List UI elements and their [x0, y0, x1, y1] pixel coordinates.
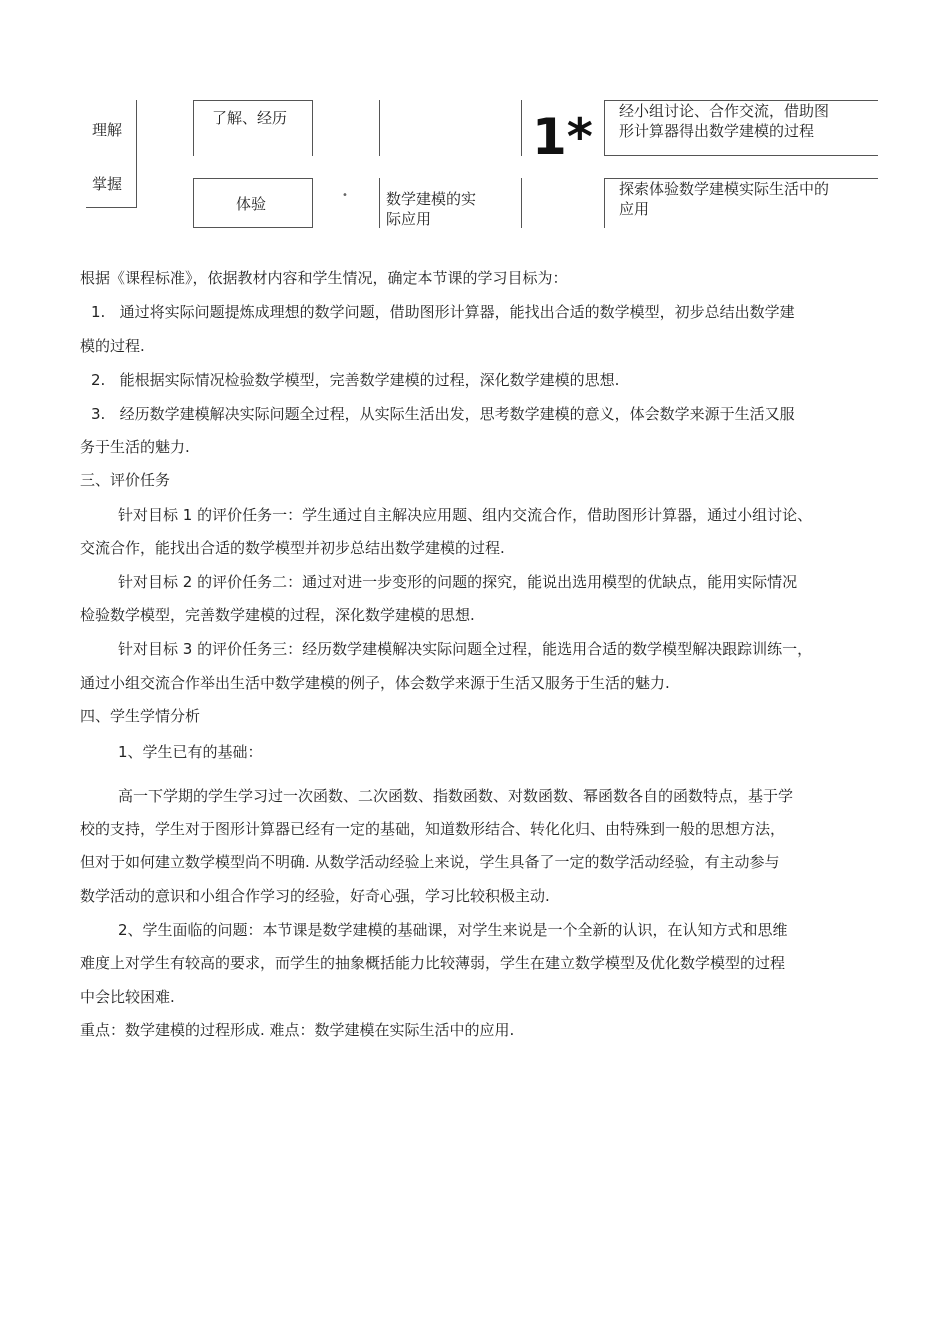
goal-1-line2: 模的过程. — [80, 337, 145, 355]
right-bottom-line2: 应用 — [619, 200, 650, 218]
goal-1-number: 1. — [91, 303, 106, 321]
mid-line-top — [379, 100, 380, 156]
task-2-line2: 检验数学模型，完善数学建模的过程，深化数学建模的思想. — [80, 606, 475, 624]
task-3-line1: 针对目标 3 的评价任务三：经历数学建模解决实际问题全过程，能选用合适的数学模型解决跟踪训练一， — [118, 640, 813, 658]
mid-line-bottom — [379, 178, 380, 228]
box1-top — [193, 100, 313, 101]
sub-1-line4: 数学活动的意识和小组合作学习的经验，好奇心强，学习比较积极主动. — [80, 887, 550, 905]
sub-1-line1: 高一下学期的学生学习过一次函数、二次函数、指数函数、对数函数、幂函数各自的函数特点，基于学 — [118, 787, 794, 805]
key-points: 重点：数学建模的过程形成. 难点：数学建模在实际生活中的应用. — [80, 1021, 515, 1039]
big-mark: 1* — [532, 108, 593, 166]
right-bottom-text — [619, 179, 829, 219]
middle-text-line1: 数学建模的实 — [386, 190, 477, 208]
bullet-dot: • — [342, 190, 348, 201]
box1-right — [312, 100, 313, 156]
right-box2-left — [604, 178, 605, 228]
goal-3-number: 3. — [91, 405, 106, 423]
label-understand: 理解 — [92, 121, 123, 139]
box2-bottom — [193, 227, 313, 228]
sub-1-line3: 但对于如何建立数学模型尚不明确. 从数学活动经验上来说，学生具备了一定的数学活动经验，有主动参与 — [80, 853, 780, 871]
col3-line-top — [521, 100, 522, 156]
right-top-text — [619, 101, 829, 141]
middle-text-line2: 际应用 — [386, 210, 432, 228]
task-2-line1: 针对目标 2 的评价任务二：通过对进一步变形的问题的探究，能说出选用模型的优缺点，能用实际情况 — [118, 573, 798, 591]
goal-3-line2: 务于生活的魅力. — [80, 438, 190, 456]
goal-2-text: 能根据实际情况检验数学模型，完善数学建模的过程，深化数学建模的思想. — [119, 371, 620, 389]
right-top-line2: 形计算器得出数学建模的过程 — [619, 122, 815, 140]
middle-text — [386, 189, 476, 229]
section-4-title: 四、学生学情分析 — [80, 707, 201, 725]
label-master: 掌握 — [92, 175, 123, 193]
box1-label: 了解、经历 — [212, 109, 288, 127]
right-top-line1: 经小组讨论、合作交流，借助图 — [619, 102, 830, 120]
goal-1-text: 通过将实际问题提炼成理想的数学问题，借助图形计算器，能找出合适的数学模型，初步总结出数学建 — [119, 303, 795, 321]
box2-label: 体验 — [236, 195, 267, 213]
box2-left — [193, 178, 194, 228]
box2-right — [312, 178, 313, 228]
section-3-title: 三、评价任务 — [80, 471, 171, 489]
box1-left — [193, 100, 194, 156]
task-1-line2: 交流合作，能找出合适的数学模型并初步总结出数学建模的过程. — [80, 539, 505, 557]
goal-3-line1 — [91, 403, 795, 425]
task-3-line2: 通过小组交流合作举出生活中数学建模的例子，体会数学来源于生活又服务于生活的魅力. — [80, 674, 670, 692]
sub-2-line2: 难度上对学生有较高的要求，而学生的抽象概括能力比较薄弱，学生在建立数学模型及优化数学模型的过程 — [80, 954, 786, 972]
right-bottom-line1: 探索体验数学建模实际生活中的 — [619, 180, 830, 198]
task-1-line1: 针对目标 1 的评价任务一：学生通过自主解决应用题、组内交流合作，借助图形计算器，通过小组讨论、 — [118, 506, 813, 524]
goal-1-line1 — [91, 301, 795, 323]
sub-2-line1: 2、学生面临的问题：本节课是数学建模的基础课，对学生来说是一个全新的认识，在认知方式和思维 — [118, 921, 788, 939]
goal-3-text: 经历数学建模解决实际问题全过程，从实际生活出发，思考数学建模的意义，体会数学来源于生活又服 — [119, 405, 795, 423]
goal-2-line1 — [91, 369, 619, 391]
right-box1-bottom — [604, 155, 878, 156]
sub-1-line2: 校的支持，学生对于图形计算器已经有一定的基础，知道数形结合、转化化归、由特殊到一般的思想方法， — [80, 820, 786, 838]
box2-top — [193, 178, 313, 179]
sub-1-title: 1、学生已有的基础： — [118, 743, 263, 761]
bracket-vertical — [136, 100, 137, 208]
goal-2-number: 2. — [91, 371, 106, 389]
col3-line-bottom — [521, 178, 522, 228]
intro-paragraph: 根据《课程标准》，依据教材内容和学生情况，确定本节课的学习目标为： — [80, 269, 568, 287]
sub-2-line3: 中会比较困难. — [80, 988, 175, 1006]
right-box1-left — [604, 100, 605, 156]
bracket-bottom — [86, 207, 137, 208]
